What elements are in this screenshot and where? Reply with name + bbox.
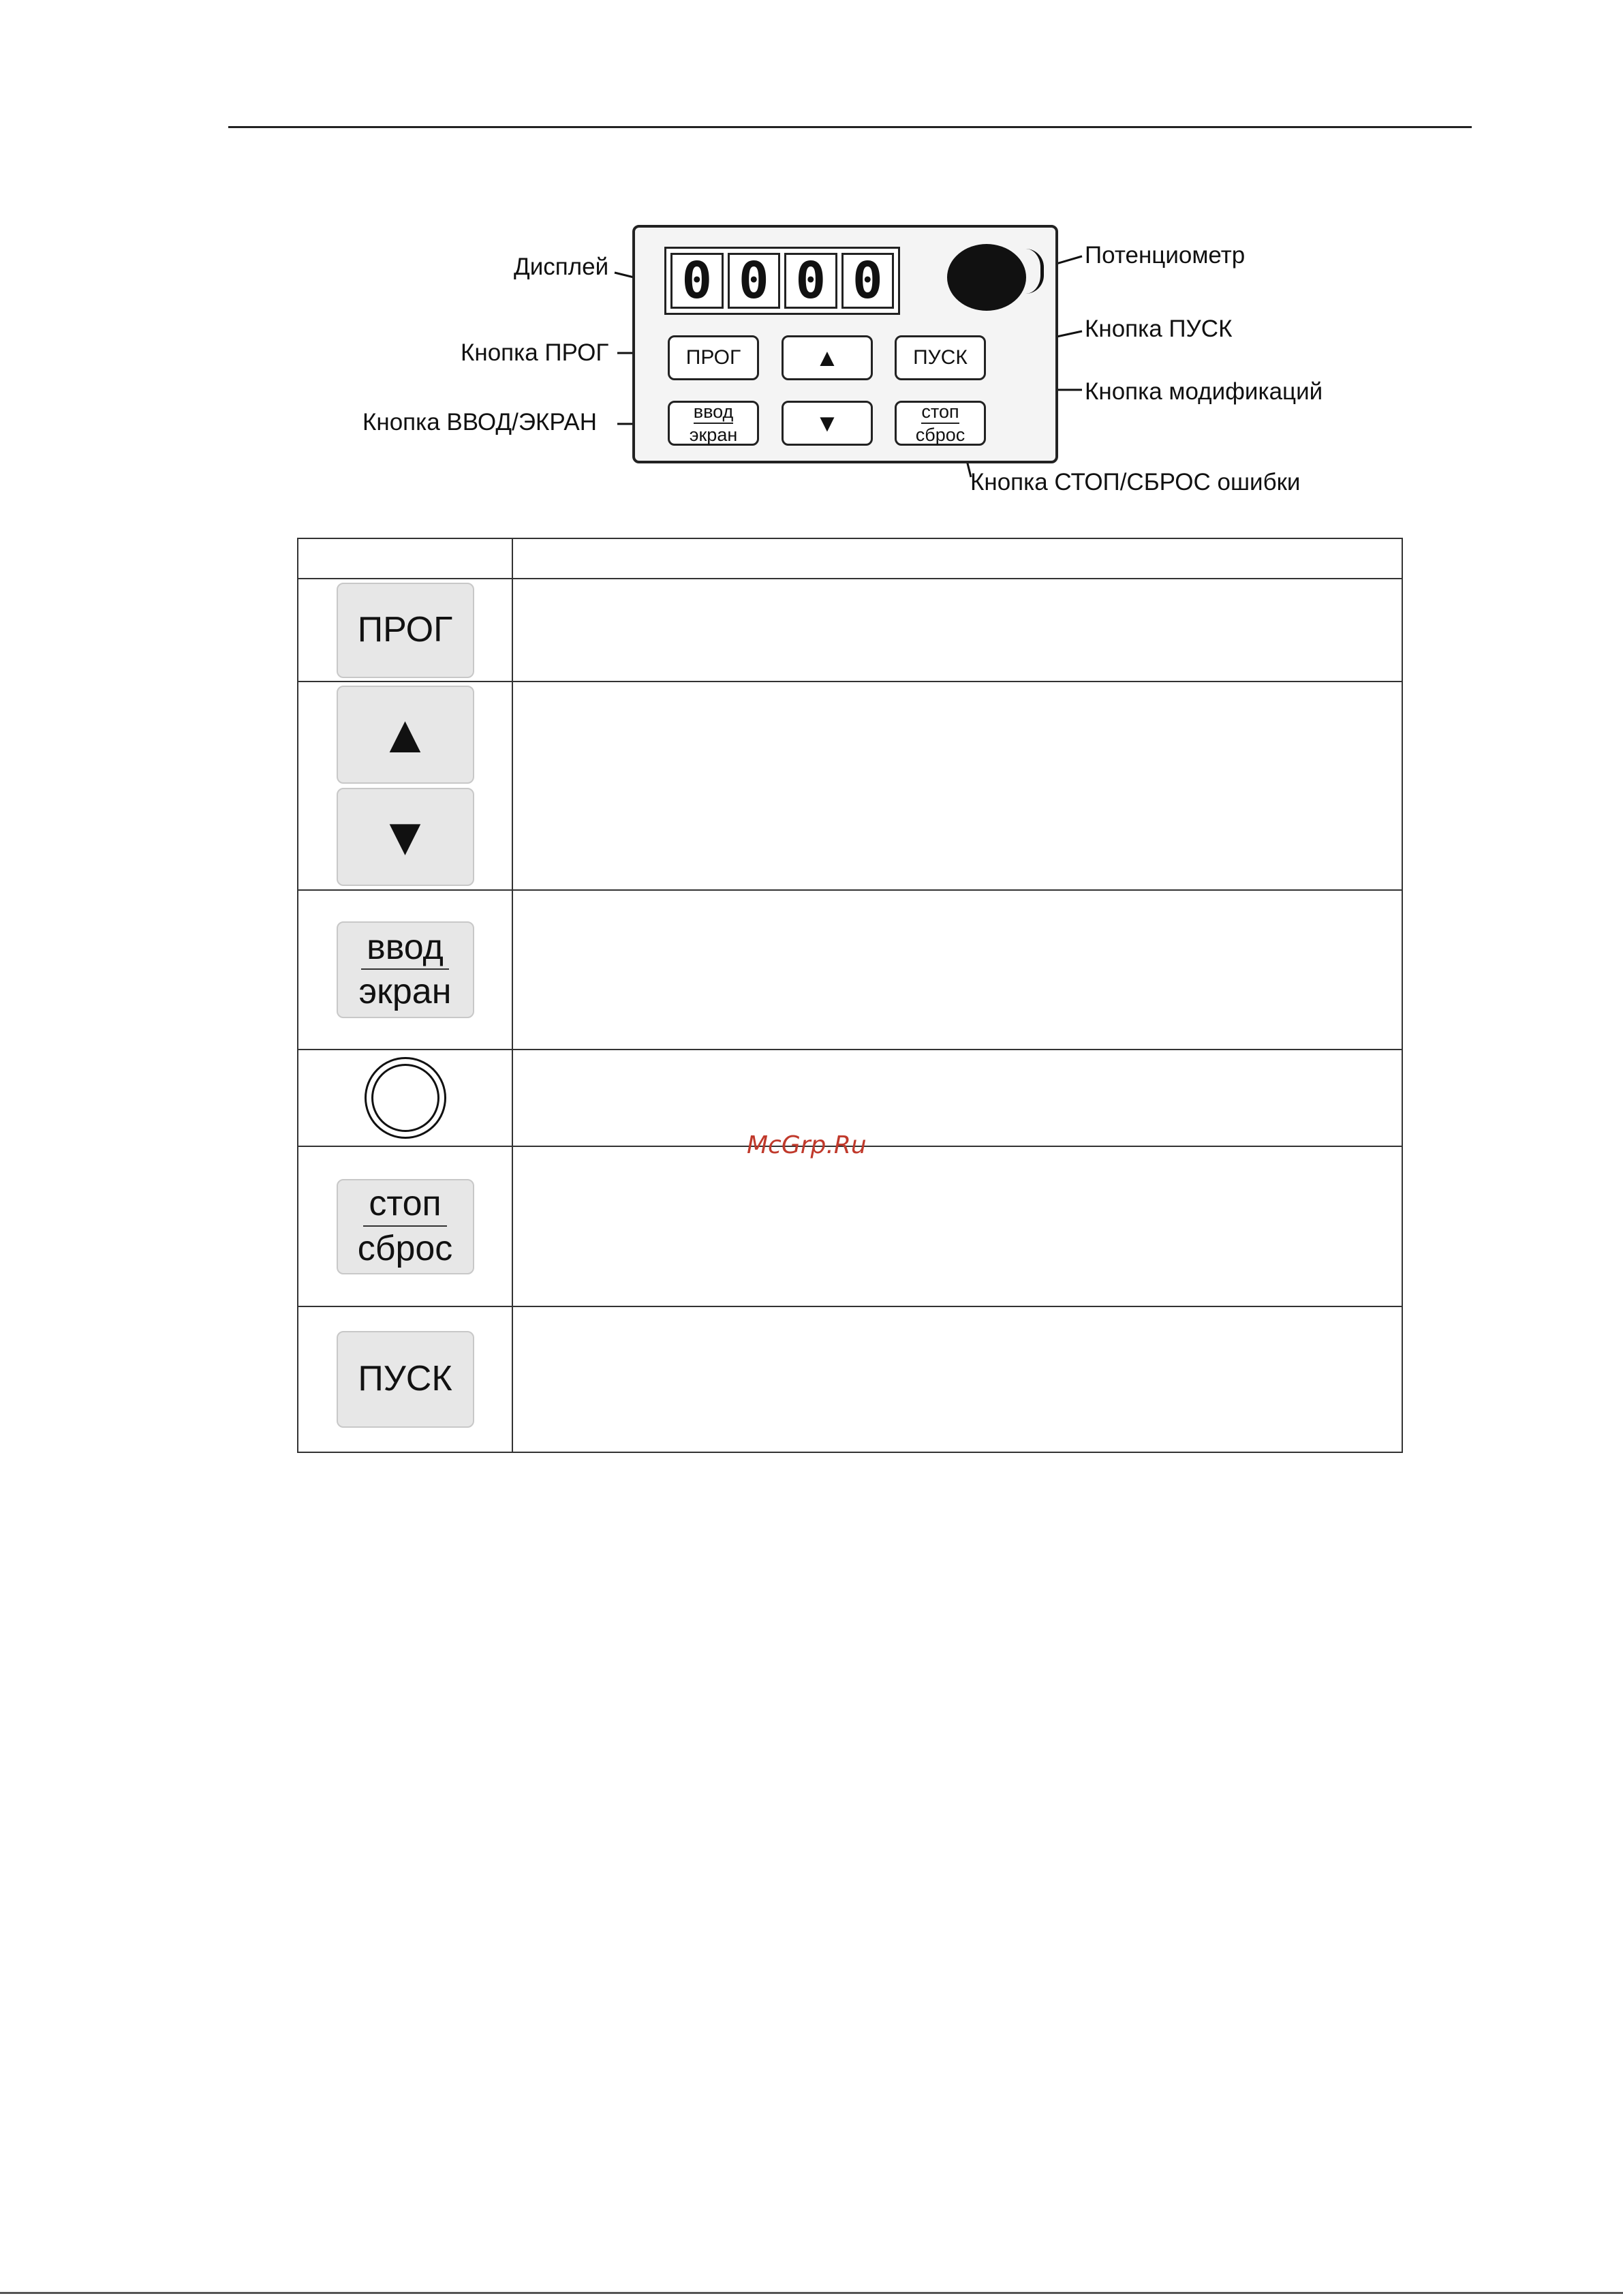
display-digit: 0 <box>728 253 781 309</box>
panel-stop-top: стоп <box>921 403 959 424</box>
panel-enter-top: ввод <box>694 403 734 424</box>
led-display <box>664 247 900 315</box>
table-row <box>298 1306 1402 1452</box>
run-button-label: Кнопка ПУСК <box>1085 316 1233 342</box>
enter-button-label: Кнопка ВВОД/ЭКРАН <box>362 409 597 435</box>
potentiometer-label: Потенциометр <box>1085 242 1246 269</box>
header-cell <box>512 538 1402 579</box>
key-image-cell <box>298 1050 512 1146</box>
panel-enter-bottom: экран <box>689 424 738 445</box>
table-row <box>298 890 1402 1050</box>
table-row <box>298 682 1402 890</box>
stop-key-button <box>337 1179 474 1274</box>
control-panel-diagram <box>0 0 1623 518</box>
panel-prog-button[interactable] <box>668 335 759 380</box>
panel-stop-bottom: сброс <box>915 424 965 445</box>
stop-button-label: Кнопка СТОП/СБРОС ошибки <box>970 469 1301 495</box>
panel-run-label: ПУСК <box>913 346 968 369</box>
potentiometer-icon <box>365 1057 446 1139</box>
table-row <box>298 579 1402 682</box>
description-cell <box>512 890 1402 1050</box>
run-key-label: ПУСК <box>358 1359 452 1399</box>
key-image-cell <box>298 1306 512 1452</box>
panel-prog-label: ПРОГ <box>685 346 741 369</box>
description-cell <box>512 1050 1402 1146</box>
key-image-cell <box>298 890 512 1050</box>
key-description-table <box>297 538 1403 1453</box>
down-key-button <box>337 788 474 886</box>
header-cell <box>298 538 512 579</box>
stop-key-bottom: сброс <box>357 1228 453 1268</box>
table-header-row <box>298 538 1402 579</box>
down-arrow-icon: ▼ <box>378 806 432 867</box>
description-cell <box>512 682 1402 890</box>
enter-key-bottom: экран <box>358 972 452 1011</box>
key-image-cell <box>298 682 512 890</box>
up-arrow-icon: ▲ <box>815 343 839 371</box>
display-digit: 0 <box>670 253 724 309</box>
enter-key-button <box>337 921 474 1018</box>
prog-key-label: ПРОГ <box>357 609 453 649</box>
description-cell <box>512 1306 1402 1452</box>
stop-key-top: стоп <box>363 1184 446 1226</box>
display-label: Дисплей <box>514 254 609 280</box>
up-key-button <box>337 686 474 784</box>
table-row <box>298 1146 1402 1306</box>
panel-enter-button[interactable] <box>668 401 759 446</box>
key-image-cell <box>298 579 512 682</box>
panel-up-button[interactable] <box>782 335 873 380</box>
panel-stop-button[interactable] <box>895 401 986 446</box>
down-arrow-icon: ▼ <box>815 409 839 437</box>
display-digit: 0 <box>784 253 837 309</box>
run-key-button <box>337 1331 474 1428</box>
panel-down-button[interactable] <box>782 401 873 446</box>
up-arrow-icon: ▲ <box>378 704 432 765</box>
prog-key-button <box>337 583 474 678</box>
description-cell <box>512 579 1402 682</box>
footer-rule <box>0 2292 1623 2294</box>
display-digit: 0 <box>841 253 895 309</box>
prog-button-label: Кнопка ПРОГ <box>461 339 609 366</box>
watermark: McGrp.Ru <box>747 1131 867 1159</box>
modify-buttons-label: Кнопка модификаций <box>1085 378 1323 405</box>
panel-run-button[interactable] <box>895 335 986 380</box>
description-cell <box>512 1146 1402 1306</box>
potentiometer-knob[interactable] <box>947 244 1026 311</box>
enter-key-top: ввод <box>361 928 449 970</box>
key-image-cell <box>298 1146 512 1306</box>
potentiometer-inner-ring <box>371 1064 439 1132</box>
